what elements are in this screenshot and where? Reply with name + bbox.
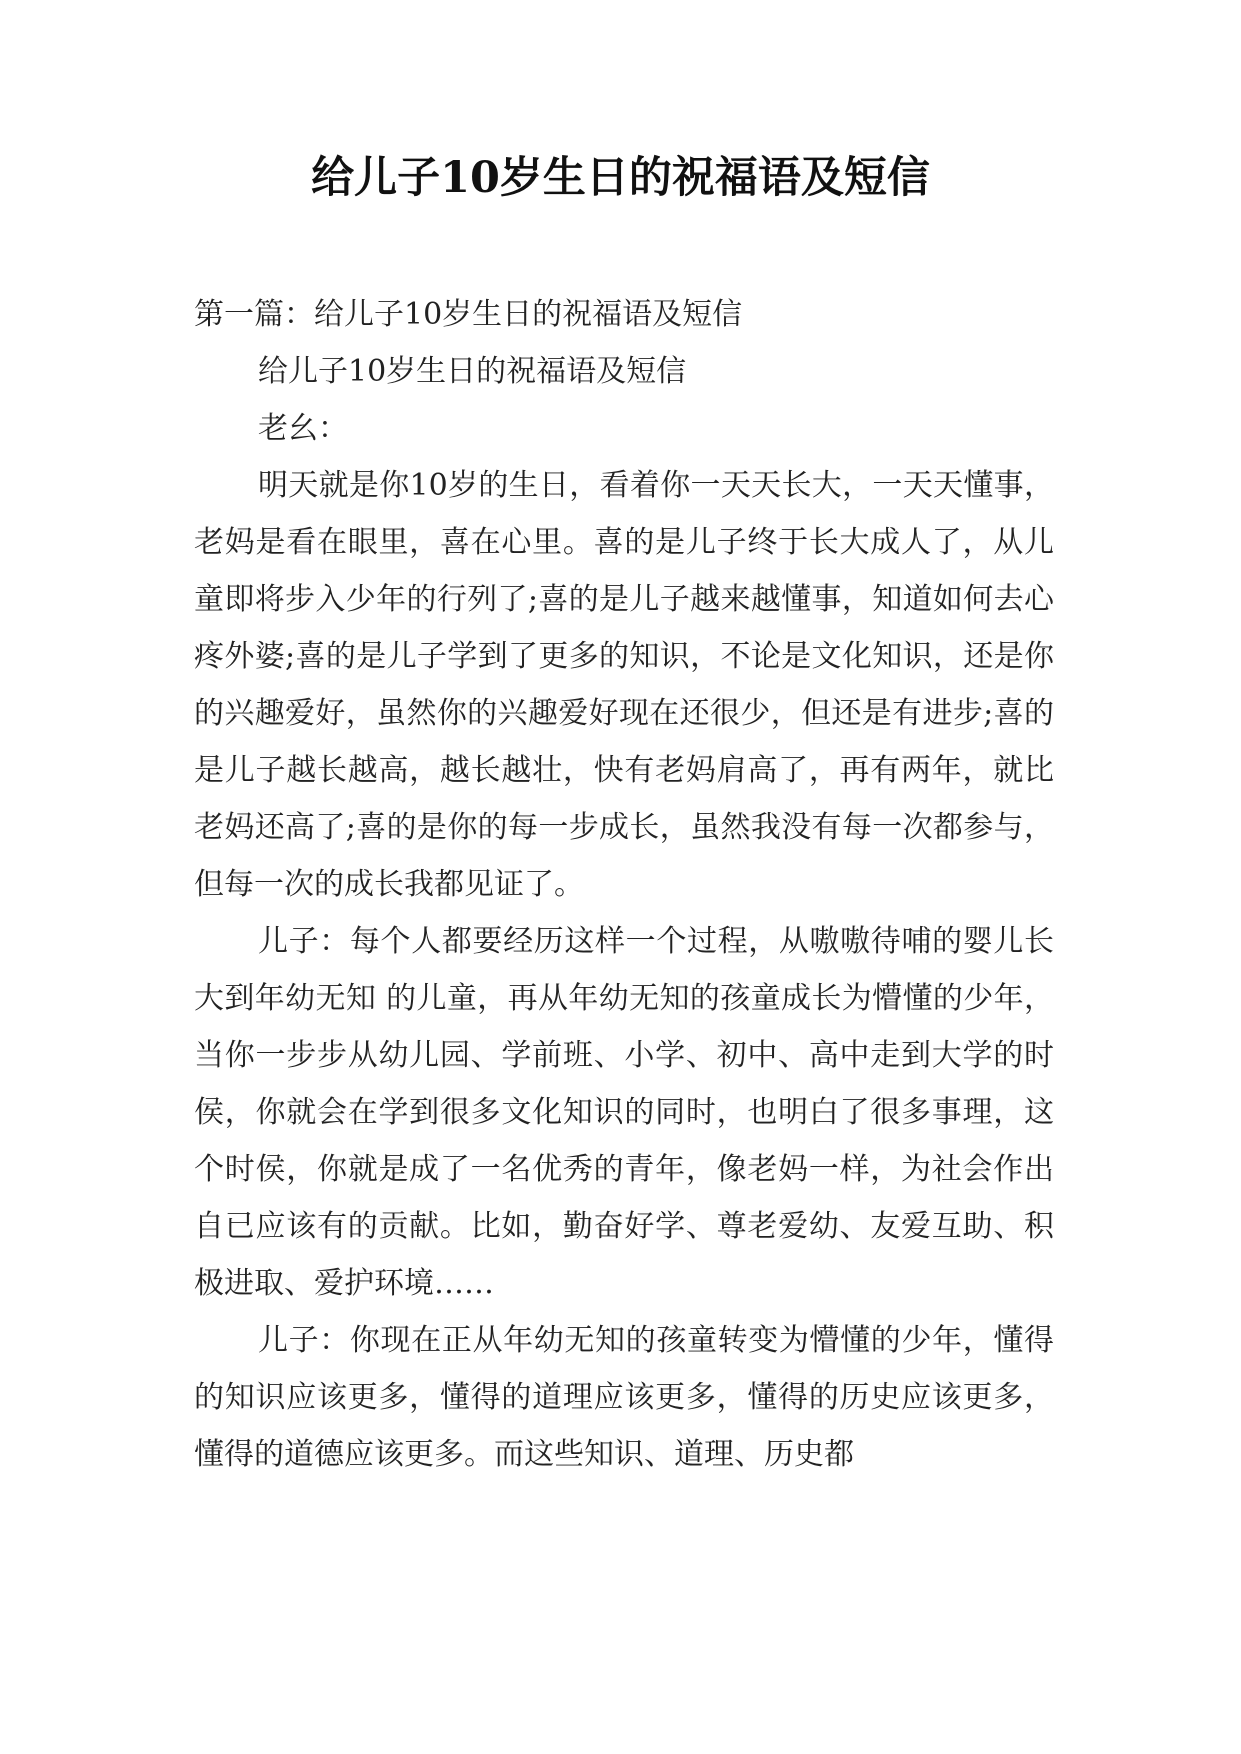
document-body [194, 286, 1054, 1483]
paragraph: 儿子：每个人都要经历这样一个过程，从嗷嗷待哺的婴儿长大到年幼无知 的儿童，再从年幼无知的孩童成长为懵懂的少年，当你一步步从幼儿园、学前班、小学、初中、高中走到大学的时侯，你就会在学到很多文化知识的同时，也明白了很多事理，这个时侯，你就是成了一名优秀的青年，像老妈一样，为社会作出自已应该有的贡献。比如，勤奋好学、尊老爱幼、友爱互助、积极进取、爱护环境…… [194, 924, 1054, 1301]
document-title: 给儿子10岁生日的祝福语及短信 [311, 153, 930, 203]
section-heading: 第一篇：给儿子10岁生日的祝福语及短信 [194, 297, 743, 332]
salutation: 老幺： [258, 411, 348, 446]
paragraph: 明天就是你10岁的生日，看着你一天天长大，一天天懂事，老妈是看在眼里，喜在心里。喜的是儿子终于长大成人了，从儿童即将步入少年的行列了;喜的是儿子越来越懂事，知道如何去心疼外婆;喜的是儿子学到了更多的知识，不论是文化知识，还是你的兴趣爱好，虽然你的兴趣爱好现在还很少，但还是有进步;喜的是儿子越长越高，越长越壮，快有老妈肩高了，再有两年，就比老妈还高了;喜的是你的每一步成长，虽然我没有每一次都参与，但每一次的成长我都见证了。 [194, 468, 1054, 902]
subtitle: 给儿子10岁生日的祝福语及短信 [258, 354, 687, 389]
paragraph: 儿子：你现在正从年幼无知的孩童转变为懵懂的少年，懂得的知识应该更多，懂得的道理应该更多，懂得的历史应该更多，懂得的道德应该更多。而这些知识、道理、历史都 [194, 1323, 1054, 1472]
